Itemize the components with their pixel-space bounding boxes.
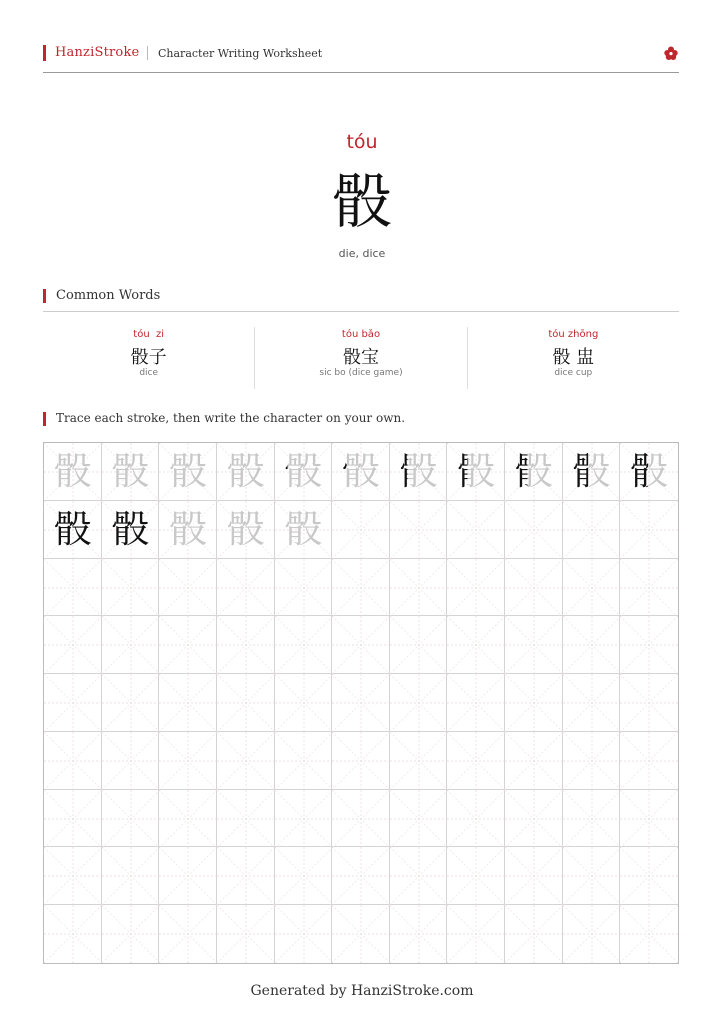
word-pinyin: tóu bǎo [341,329,381,340]
practice-cell[interactable] [102,501,160,559]
common-words-list [43,327,679,389]
practice-cell[interactable] [159,732,217,790]
practice-cell[interactable] [390,790,448,848]
practice-cell[interactable] [217,443,275,501]
practice-cell[interactable] [447,790,505,848]
stroke-step-character: 骰 [275,443,333,501]
practice-cell[interactable] [159,443,217,501]
practice-instruction: Trace each stroke, then write the character on your own. [56,411,406,425]
character-meaning: die, dice [338,247,386,260]
word-hanzi: 骰子 [130,347,167,368]
practice-cell[interactable] [217,847,275,905]
worksheet-subtitle: Character Writing Worksheet [158,47,323,60]
practice-cell[interactable] [44,443,102,501]
practice-cell[interactable] [563,674,621,732]
practice-cell[interactable] [275,443,333,501]
practice-cell[interactable] [217,616,275,674]
practice-cell[interactable] [390,732,448,790]
practice-cell[interactable] [620,616,678,674]
practice-cell[interactable] [217,501,275,559]
stroke-step-character: 骰 [332,443,390,501]
word-hanzi: 骰 盅 [552,347,595,368]
practice-cell[interactable] [505,616,563,674]
practice-cell[interactable] [620,905,678,963]
practice-cell[interactable] [102,616,160,674]
practice-cell[interactable] [275,559,333,617]
practice-cell[interactable] [390,847,448,905]
practice-cell[interactable] [332,501,390,559]
practice-cell[interactable] [620,559,678,617]
stroke-step-character: 骰 [390,443,448,501]
worksheet-header [43,44,679,64]
practice-cell[interactable] [505,905,563,963]
practice-cell[interactable] [563,443,621,501]
word-item [467,327,679,389]
practice-cell[interactable] [44,905,102,963]
section-rule [43,311,679,312]
practice-cell[interactable] [563,501,621,559]
section-accent-bar [43,412,46,426]
practice-cell[interactable] [102,443,160,501]
practice-cell[interactable] [505,847,563,905]
trace-character: 骰 [169,506,208,551]
stroke-step-character: 骰 [217,443,275,501]
brand-name[interactable]: HanziStroke [55,45,140,60]
practice-cell[interactable] [563,559,621,617]
practice-cell[interactable] [159,847,217,905]
practice-cell[interactable] [275,847,333,905]
stroke-step-character: 骰 [44,443,102,501]
practice-cell[interactable] [505,674,563,732]
practice-cell[interactable] [390,674,448,732]
flower-icon [663,45,679,61]
practice-cell[interactable] [102,559,160,617]
practice-cell[interactable] [275,616,333,674]
practice-cell[interactable] [505,501,563,559]
practice-grid[interactable] [43,442,679,964]
practice-cell[interactable] [505,443,563,501]
practice-cell[interactable] [44,559,102,617]
practice-cell[interactable] [159,674,217,732]
word-meaning: sic bo (dice game) [319,368,403,378]
practice-cell[interactable] [332,559,390,617]
word-hanzi: 骰宝 [342,347,379,368]
trace-character: 骰 [226,506,265,551]
word-meaning: dice [139,368,159,378]
practice-cell[interactable] [275,732,333,790]
word-item [254,327,466,389]
practice-cell[interactable] [390,616,448,674]
header-rule [43,72,679,73]
practice-cell[interactable] [44,847,102,905]
stroke-step-character: 骰 [563,443,621,501]
practice-cell[interactable] [563,616,621,674]
practice-cell[interactable] [102,790,160,848]
word-item [43,327,254,389]
word-pinyin: tóu zi [133,329,165,340]
practice-cell[interactable] [102,905,160,963]
practice-cell[interactable] [217,905,275,963]
practice-cell[interactable] [447,443,505,501]
stroke-step-character: 骰 [620,443,678,501]
practice-cell[interactable] [620,847,678,905]
practice-cell[interactable] [159,790,217,848]
practice-cell[interactable] [275,674,333,732]
practice-cell[interactable] [447,616,505,674]
practice-cell[interactable] [505,559,563,617]
practice-cell[interactable] [505,732,563,790]
practice-cell[interactable] [620,501,678,559]
practice-cell[interactable] [447,732,505,790]
footer-credit: Generated by HanziStroke.com [250,983,474,999]
stroke-step-character: 骰 [505,443,563,501]
header-divider [147,46,148,60]
stroke-step-character: 骰 [447,443,505,501]
practice-cell[interactable] [275,790,333,848]
practice-cell[interactable] [563,905,621,963]
word-meaning: dice cup [554,368,593,378]
practice-cell[interactable] [159,905,217,963]
practice-cell[interactable] [390,559,448,617]
practice-cell[interactable] [102,732,160,790]
stroke-step-character: 骰 [44,501,102,559]
trace-character: 骰 [284,506,323,551]
practice-cell[interactable] [447,674,505,732]
practice-cell[interactable] [563,847,621,905]
practice-cell[interactable] [159,616,217,674]
practice-cell[interactable] [447,559,505,617]
practice-cell[interactable] [390,443,448,501]
header-accent-bar [43,45,46,61]
practice-cell[interactable] [102,847,160,905]
practice-cell[interactable] [332,616,390,674]
main-character: 骰 [332,167,392,237]
practice-cell[interactable] [563,732,621,790]
section-accent-bar [43,289,46,303]
practice-cell[interactable] [275,905,333,963]
practice-cell[interactable] [620,674,678,732]
practice-cell[interactable] [44,790,102,848]
practice-cell[interactable] [159,501,217,559]
practice-cell[interactable] [44,674,102,732]
practice-cell[interactable] [332,732,390,790]
practice-cell[interactable] [447,847,505,905]
practice-cell[interactable] [217,674,275,732]
character-pinyin: tóu [346,131,378,153]
practice-cell[interactable] [44,501,102,559]
practice-cell[interactable] [102,674,160,732]
practice-cell[interactable] [217,790,275,848]
practice-cell[interactable] [44,732,102,790]
stroke-step-character: 骰 [159,443,217,501]
practice-cell[interactable] [620,732,678,790]
practice-cell[interactable] [332,847,390,905]
practice-cell[interactable] [447,501,505,559]
practice-cell[interactable] [390,501,448,559]
practice-cell[interactable] [159,559,217,617]
practice-cell[interactable] [505,790,563,848]
common-words-title: Common Words [56,288,161,303]
practice-cell[interactable] [390,905,448,963]
practice-cell[interactable] [217,559,275,617]
practice-cell[interactable] [620,790,678,848]
practice-cell[interactable] [332,905,390,963]
practice-cell[interactable] [447,905,505,963]
practice-cell[interactable] [332,443,390,501]
practice-cell[interactable] [332,674,390,732]
practice-cell[interactable] [620,443,678,501]
word-pinyin: tóu zhōng [548,329,599,340]
practice-cell[interactable] [44,616,102,674]
practice-cell[interactable] [275,501,333,559]
stroke-step-character: 骰 [102,501,160,559]
practice-cell[interactable] [217,732,275,790]
practice-cell[interactable] [332,790,390,848]
stroke-step-character: 骰 [102,443,160,501]
practice-cell[interactable] [563,790,621,848]
